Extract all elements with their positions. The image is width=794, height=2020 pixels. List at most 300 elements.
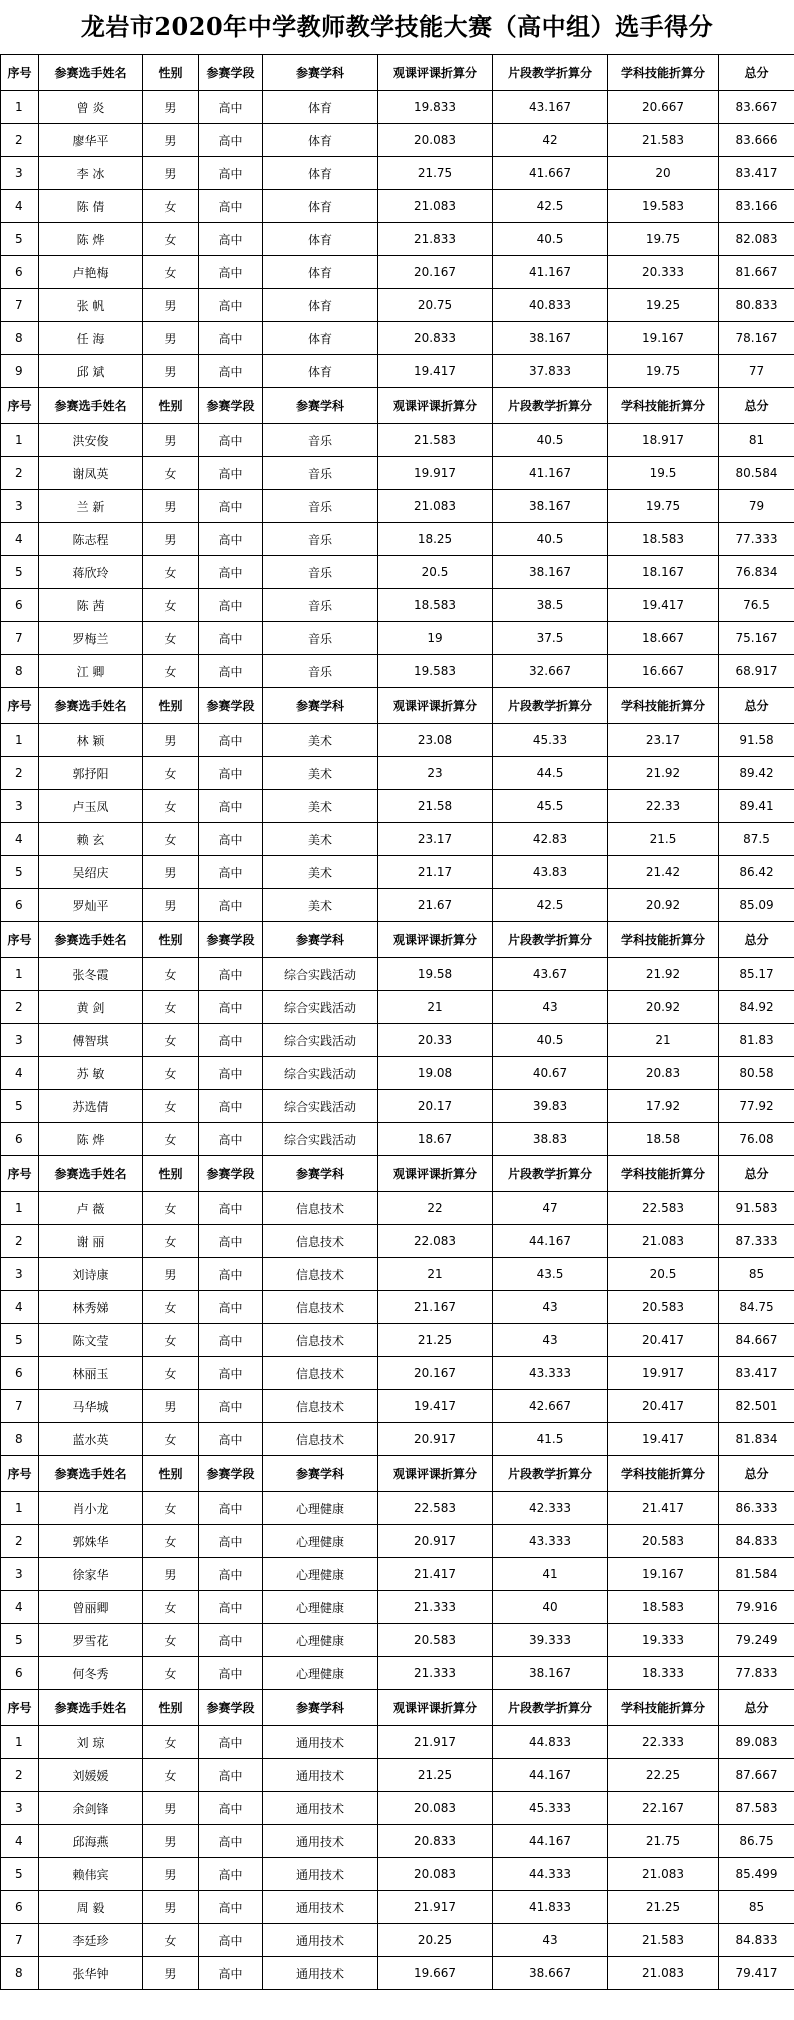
skill-score-cell: 19.25: [608, 289, 719, 322]
stage-cell: 高中: [199, 190, 263, 223]
name-cell: 曾丽卿: [39, 1591, 143, 1624]
column-header: 学科技能折算分: [608, 388, 719, 424]
observe-score-cell: 19.08: [378, 1057, 493, 1090]
seq-cell: 3: [1, 157, 39, 190]
seq-cell: 6: [1, 1657, 39, 1690]
gender-cell: 男: [143, 1792, 199, 1825]
total-score-cell: 80.58: [719, 1057, 794, 1090]
column-header: 观课评课折算分: [378, 1690, 493, 1726]
seq-cell: 7: [1, 1390, 39, 1423]
subject-cell: 心理健康: [263, 1657, 378, 1690]
table-row: [1, 91, 794, 124]
column-header: 参赛学段: [199, 388, 263, 424]
subject-cell: 综合实践活动: [263, 1024, 378, 1057]
table-row: [1, 190, 794, 223]
total-score-cell: 91.58: [719, 724, 794, 757]
column-header: 参赛学科: [263, 1156, 378, 1192]
total-score-cell: 85.09: [719, 889, 794, 922]
gender-cell: 女: [143, 1057, 199, 1090]
seq-cell: 8: [1, 1423, 39, 1456]
name-cell: 陈文莹: [39, 1324, 143, 1357]
observe-score-cell: 21: [378, 991, 493, 1024]
skill-score-cell: 19.5: [608, 457, 719, 490]
segment-score-cell: 44.167: [493, 1825, 608, 1858]
stage-cell: 高中: [199, 1225, 263, 1258]
total-score-cell: 89.083: [719, 1726, 794, 1759]
stage-cell: 高中: [199, 1957, 263, 1990]
segment-score-cell: 41.667: [493, 157, 608, 190]
table-row: [1, 124, 794, 157]
name-cell: 曾 炎: [39, 91, 143, 124]
stage-cell: 高中: [199, 589, 263, 622]
subject-cell: 心理健康: [263, 1492, 378, 1525]
skill-score-cell: 18.917: [608, 424, 719, 457]
gender-cell: 女: [143, 622, 199, 655]
segment-score-cell: 44.167: [493, 1759, 608, 1792]
name-cell: 卢艳梅: [39, 256, 143, 289]
observe-score-cell: 20.17: [378, 1090, 493, 1123]
subject-cell: 心理健康: [263, 1624, 378, 1657]
subject-cell: 信息技术: [263, 1390, 378, 1423]
table-row: [1, 1024, 794, 1057]
segment-score-cell: 38.167: [493, 1657, 608, 1690]
column-header: 序号: [1, 688, 39, 724]
segment-score-cell: 37.5: [493, 622, 608, 655]
observe-score-cell: 20.833: [378, 1825, 493, 1858]
stage-cell: 高中: [199, 490, 263, 523]
total-score-cell: 76.08: [719, 1123, 794, 1156]
gender-cell: 男: [143, 157, 199, 190]
column-header: 总分: [719, 1156, 794, 1192]
seq-cell: 4: [1, 1057, 39, 1090]
gender-cell: 女: [143, 655, 199, 688]
observe-score-cell: 18.25: [378, 523, 493, 556]
subject-cell: 美术: [263, 790, 378, 823]
total-score-cell: 83.166: [719, 190, 794, 223]
segment-score-cell: 45.33: [493, 724, 608, 757]
score-table: [0, 54, 794, 1990]
stage-cell: 高中: [199, 124, 263, 157]
column-header: 学科技能折算分: [608, 1156, 719, 1192]
name-cell: 卢玉凤: [39, 790, 143, 823]
segment-score-cell: 38.167: [493, 490, 608, 523]
name-cell: 陈 倩: [39, 190, 143, 223]
segment-score-cell: 37.833: [493, 355, 608, 388]
total-score-cell: 76.834: [719, 556, 794, 589]
stage-cell: 高中: [199, 724, 263, 757]
observe-score-cell: 19: [378, 622, 493, 655]
column-header: 参赛选手姓名: [39, 1690, 143, 1726]
stage-cell: 高中: [199, 958, 263, 991]
header-row: [1, 1690, 794, 1726]
column-header: 总分: [719, 55, 794, 91]
column-header: 参赛学段: [199, 1456, 263, 1492]
total-score-cell: 82.501: [719, 1390, 794, 1423]
skill-score-cell: 20.92: [608, 889, 719, 922]
name-cell: 林秀娣: [39, 1291, 143, 1324]
subject-cell: 体育: [263, 289, 378, 322]
column-header: 观课评课折算分: [378, 55, 493, 91]
segment-score-cell: 44.5: [493, 757, 608, 790]
table-row: [1, 790, 794, 823]
column-header: 性别: [143, 1690, 199, 1726]
name-cell: 任 海: [39, 322, 143, 355]
skill-score-cell: 19.333: [608, 1624, 719, 1657]
header-row: [1, 388, 794, 424]
observe-score-cell: 21.25: [378, 1759, 493, 1792]
segment-score-cell: 42.83: [493, 823, 608, 856]
skill-score-cell: 21.583: [608, 1924, 719, 1957]
skill-score-cell: 21.083: [608, 1225, 719, 1258]
skill-score-cell: 18.583: [608, 523, 719, 556]
stage-cell: 高中: [199, 1726, 263, 1759]
subject-cell: 体育: [263, 190, 378, 223]
gender-cell: 男: [143, 889, 199, 922]
table-row: [1, 1123, 794, 1156]
skill-score-cell: 20.583: [608, 1525, 719, 1558]
column-header: 观课评课折算分: [378, 688, 493, 724]
observe-score-cell: 20.75: [378, 289, 493, 322]
column-header: 参赛学科: [263, 922, 378, 958]
stage-cell: 高中: [199, 1423, 263, 1456]
observe-score-cell: 20.917: [378, 1525, 493, 1558]
column-header: 观课评课折算分: [378, 1456, 493, 1492]
skill-score-cell: 21.92: [608, 958, 719, 991]
gender-cell: 男: [143, 91, 199, 124]
table-row: [1, 1825, 794, 1858]
subject-cell: 美术: [263, 757, 378, 790]
skill-score-cell: 22.583: [608, 1192, 719, 1225]
subject-cell: 通用技术: [263, 1891, 378, 1924]
name-cell: 余剑锋: [39, 1792, 143, 1825]
segment-score-cell: 32.667: [493, 655, 608, 688]
name-cell: 赖伟宾: [39, 1858, 143, 1891]
total-score-cell: 79: [719, 490, 794, 523]
gender-cell: 女: [143, 589, 199, 622]
gender-cell: 男: [143, 1558, 199, 1591]
table-row: [1, 1726, 794, 1759]
table-row: [1, 1423, 794, 1456]
gender-cell: 女: [143, 457, 199, 490]
name-cell: 林丽玉: [39, 1357, 143, 1390]
subject-cell: 美术: [263, 889, 378, 922]
table-row: [1, 1891, 794, 1924]
segment-score-cell: 38.5: [493, 589, 608, 622]
observe-score-cell: 18.583: [378, 589, 493, 622]
seq-cell: 7: [1, 289, 39, 322]
skill-score-cell: 22.333: [608, 1726, 719, 1759]
table-row: [1, 457, 794, 490]
table-row: [1, 958, 794, 991]
observe-score-cell: 23: [378, 757, 493, 790]
observe-score-cell: 20.083: [378, 1792, 493, 1825]
subject-cell: 信息技术: [263, 1258, 378, 1291]
table-row: [1, 1792, 794, 1825]
observe-score-cell: 21.67: [378, 889, 493, 922]
gender-cell: 男: [143, 856, 199, 889]
gender-cell: 男: [143, 724, 199, 757]
table-row: [1, 622, 794, 655]
column-header: 观课评课折算分: [378, 922, 493, 958]
gender-cell: 女: [143, 991, 199, 1024]
seq-cell: 2: [1, 991, 39, 1024]
segment-score-cell: 40.5: [493, 223, 608, 256]
gender-cell: 男: [143, 124, 199, 157]
table-row: [1, 1324, 794, 1357]
seq-cell: 1: [1, 1492, 39, 1525]
column-header: 参赛学段: [199, 688, 263, 724]
gender-cell: 女: [143, 1624, 199, 1657]
gender-cell: 男: [143, 490, 199, 523]
name-cell: 李 冰: [39, 157, 143, 190]
seq-cell: 1: [1, 724, 39, 757]
segment-score-cell: 40.67: [493, 1057, 608, 1090]
column-header: 总分: [719, 922, 794, 958]
gender-cell: 男: [143, 1390, 199, 1423]
skill-score-cell: 21.083: [608, 1957, 719, 1990]
seq-cell: 4: [1, 523, 39, 556]
gender-cell: 女: [143, 823, 199, 856]
column-header: 参赛选手姓名: [39, 1456, 143, 1492]
skill-score-cell: 21.417: [608, 1492, 719, 1525]
column-header: 性别: [143, 922, 199, 958]
column-header: 性别: [143, 55, 199, 91]
seq-cell: 2: [1, 1759, 39, 1792]
subject-cell: 心理健康: [263, 1591, 378, 1624]
seq-cell: 8: [1, 322, 39, 355]
segment-score-cell: 40.5: [493, 1024, 608, 1057]
skill-score-cell: 21.583: [608, 124, 719, 157]
page-title: 龙岩市2020年中学教师教学技能大赛（高中组）选手得分: [80, 12, 714, 41]
stage-cell: 高中: [199, 889, 263, 922]
seq-cell: 3: [1, 1258, 39, 1291]
subject-cell: 音乐: [263, 589, 378, 622]
subject-cell: 信息技术: [263, 1357, 378, 1390]
observe-score-cell: 21.917: [378, 1891, 493, 1924]
column-header: 学科技能折算分: [608, 1456, 719, 1492]
name-cell: 蓝水英: [39, 1423, 143, 1456]
header-row: [1, 55, 794, 91]
gender-cell: 女: [143, 556, 199, 589]
gender-cell: 女: [143, 1657, 199, 1690]
name-cell: 陈 茜: [39, 589, 143, 622]
total-score-cell: 89.42: [719, 757, 794, 790]
segment-score-cell: 40.5: [493, 523, 608, 556]
table-row: [1, 1657, 794, 1690]
observe-score-cell: 18.67: [378, 1123, 493, 1156]
stage-cell: 高中: [199, 856, 263, 889]
seq-cell: 1: [1, 1192, 39, 1225]
skill-score-cell: 18.58: [608, 1123, 719, 1156]
seq-cell: 5: [1, 1324, 39, 1357]
segment-score-cell: 43.83: [493, 856, 608, 889]
table-row: [1, 856, 794, 889]
skill-score-cell: 21.75: [608, 1825, 719, 1858]
subject-cell: 综合实践活动: [263, 958, 378, 991]
table-row: [1, 1057, 794, 1090]
total-score-cell: 85: [719, 1891, 794, 1924]
observe-score-cell: 19.583: [378, 655, 493, 688]
gender-cell: 女: [143, 1123, 199, 1156]
header-row: [1, 1456, 794, 1492]
segment-score-cell: 38.167: [493, 556, 608, 589]
gender-cell: 女: [143, 1324, 199, 1357]
seq-cell: 8: [1, 655, 39, 688]
seq-cell: 4: [1, 1291, 39, 1324]
seq-cell: 1: [1, 91, 39, 124]
column-header: 参赛学段: [199, 922, 263, 958]
column-header: 序号: [1, 1156, 39, 1192]
total-score-cell: 91.583: [719, 1192, 794, 1225]
seq-cell: 4: [1, 190, 39, 223]
stage-cell: 高中: [199, 622, 263, 655]
column-header: 学科技能折算分: [608, 1690, 719, 1726]
total-score-cell: 84.833: [719, 1525, 794, 1558]
observe-score-cell: 21.333: [378, 1591, 493, 1624]
table-row: [1, 1624, 794, 1657]
observe-score-cell: 21.17: [378, 856, 493, 889]
column-header: 片段教学折算分: [493, 1156, 608, 1192]
stage-cell: 高中: [199, 1858, 263, 1891]
name-cell: 卢 薇: [39, 1192, 143, 1225]
table-row: [1, 991, 794, 1024]
name-cell: 罗梅兰: [39, 622, 143, 655]
subject-cell: 音乐: [263, 655, 378, 688]
skill-score-cell: 21: [608, 1024, 719, 1057]
skill-score-cell: 19.75: [608, 223, 719, 256]
total-score-cell: 82.083: [719, 223, 794, 256]
total-score-cell: 87.583: [719, 1792, 794, 1825]
table-body: [1, 55, 794, 1990]
gender-cell: 男: [143, 322, 199, 355]
total-score-cell: 84.92: [719, 991, 794, 1024]
name-cell: 赖 玄: [39, 823, 143, 856]
header-row: [1, 1156, 794, 1192]
observe-score-cell: 21: [378, 1258, 493, 1291]
subject-cell: 信息技术: [263, 1192, 378, 1225]
name-cell: 洪安俊: [39, 424, 143, 457]
segment-score-cell: 41.833: [493, 1891, 608, 1924]
stage-cell: 高中: [199, 1792, 263, 1825]
table-row: [1, 424, 794, 457]
subject-cell: 音乐: [263, 457, 378, 490]
name-cell: 邱海燕: [39, 1825, 143, 1858]
subject-cell: 通用技术: [263, 1792, 378, 1825]
observe-score-cell: 23.17: [378, 823, 493, 856]
column-header: 参赛选手姓名: [39, 922, 143, 958]
stage-cell: 高中: [199, 790, 263, 823]
name-cell: 谢凤英: [39, 457, 143, 490]
column-header: 片段教学折算分: [493, 1690, 608, 1726]
seq-cell: 6: [1, 256, 39, 289]
skill-score-cell: 23.17: [608, 724, 719, 757]
name-cell: 肖小龙: [39, 1492, 143, 1525]
name-cell: 罗雪花: [39, 1624, 143, 1657]
gender-cell: 男: [143, 289, 199, 322]
skill-score-cell: 22.167: [608, 1792, 719, 1825]
name-cell: 邱 斌: [39, 355, 143, 388]
name-cell: 李廷珍: [39, 1924, 143, 1957]
column-header: 性别: [143, 1456, 199, 1492]
total-score-cell: 76.5: [719, 589, 794, 622]
gender-cell: 女: [143, 223, 199, 256]
gender-cell: 女: [143, 1291, 199, 1324]
total-score-cell: 84.75: [719, 1291, 794, 1324]
column-header: 片段教学折算分: [493, 55, 608, 91]
skill-score-cell: 19.75: [608, 490, 719, 523]
observe-score-cell: 23.08: [378, 724, 493, 757]
skill-score-cell: 20.417: [608, 1324, 719, 1357]
name-cell: 何冬秀: [39, 1657, 143, 1690]
stage-cell: 高中: [199, 223, 263, 256]
name-cell: 吴绍庆: [39, 856, 143, 889]
total-score-cell: 84.833: [719, 1924, 794, 1957]
column-header: 参赛学科: [263, 55, 378, 91]
segment-score-cell: 43.167: [493, 91, 608, 124]
column-header: 参赛学科: [263, 688, 378, 724]
observe-score-cell: 21.333: [378, 1657, 493, 1690]
total-score-cell: 78.167: [719, 322, 794, 355]
name-cell: 张 帆: [39, 289, 143, 322]
skill-score-cell: 19.75: [608, 355, 719, 388]
name-cell: 刘诗康: [39, 1258, 143, 1291]
table-row: [1, 523, 794, 556]
subject-cell: 信息技术: [263, 1423, 378, 1456]
name-cell: 黄 剑: [39, 991, 143, 1024]
stage-cell: 高中: [199, 1657, 263, 1690]
column-header: 性别: [143, 688, 199, 724]
total-score-cell: 79.417: [719, 1957, 794, 1990]
observe-score-cell: 21.083: [378, 490, 493, 523]
segment-score-cell: 40.833: [493, 289, 608, 322]
seq-cell: 7: [1, 1924, 39, 1957]
observe-score-cell: 19.833: [378, 91, 493, 124]
seq-cell: 6: [1, 889, 39, 922]
subject-cell: 音乐: [263, 523, 378, 556]
subject-cell: 体育: [263, 124, 378, 157]
seq-cell: 4: [1, 823, 39, 856]
column-header: 序号: [1, 1690, 39, 1726]
total-score-cell: 75.167: [719, 622, 794, 655]
subject-cell: 通用技术: [263, 1825, 378, 1858]
subject-cell: 心理健康: [263, 1558, 378, 1591]
total-score-cell: 83.417: [719, 1357, 794, 1390]
gender-cell: 女: [143, 1591, 199, 1624]
seq-cell: 6: [1, 589, 39, 622]
gender-cell: 男: [143, 1858, 199, 1891]
gender-cell: 女: [143, 1024, 199, 1057]
table-row: [1, 757, 794, 790]
subject-cell: 美术: [263, 724, 378, 757]
total-score-cell: 81.83: [719, 1024, 794, 1057]
skill-score-cell: 20.92: [608, 991, 719, 1024]
name-cell: 苏 敏: [39, 1057, 143, 1090]
subject-cell: 体育: [263, 91, 378, 124]
header-row: [1, 922, 794, 958]
observe-score-cell: 21.75: [378, 157, 493, 190]
table-row: [1, 1759, 794, 1792]
subject-cell: 信息技术: [263, 1225, 378, 1258]
segment-score-cell: 43.333: [493, 1525, 608, 1558]
seq-cell: 7: [1, 622, 39, 655]
subject-cell: 综合实践活动: [263, 1057, 378, 1090]
seq-cell: 6: [1, 1891, 39, 1924]
stage-cell: 高中: [199, 424, 263, 457]
seq-cell: 3: [1, 490, 39, 523]
seq-cell: 3: [1, 1558, 39, 1591]
stage-cell: 高中: [199, 1825, 263, 1858]
stage-cell: 高中: [199, 1057, 263, 1090]
